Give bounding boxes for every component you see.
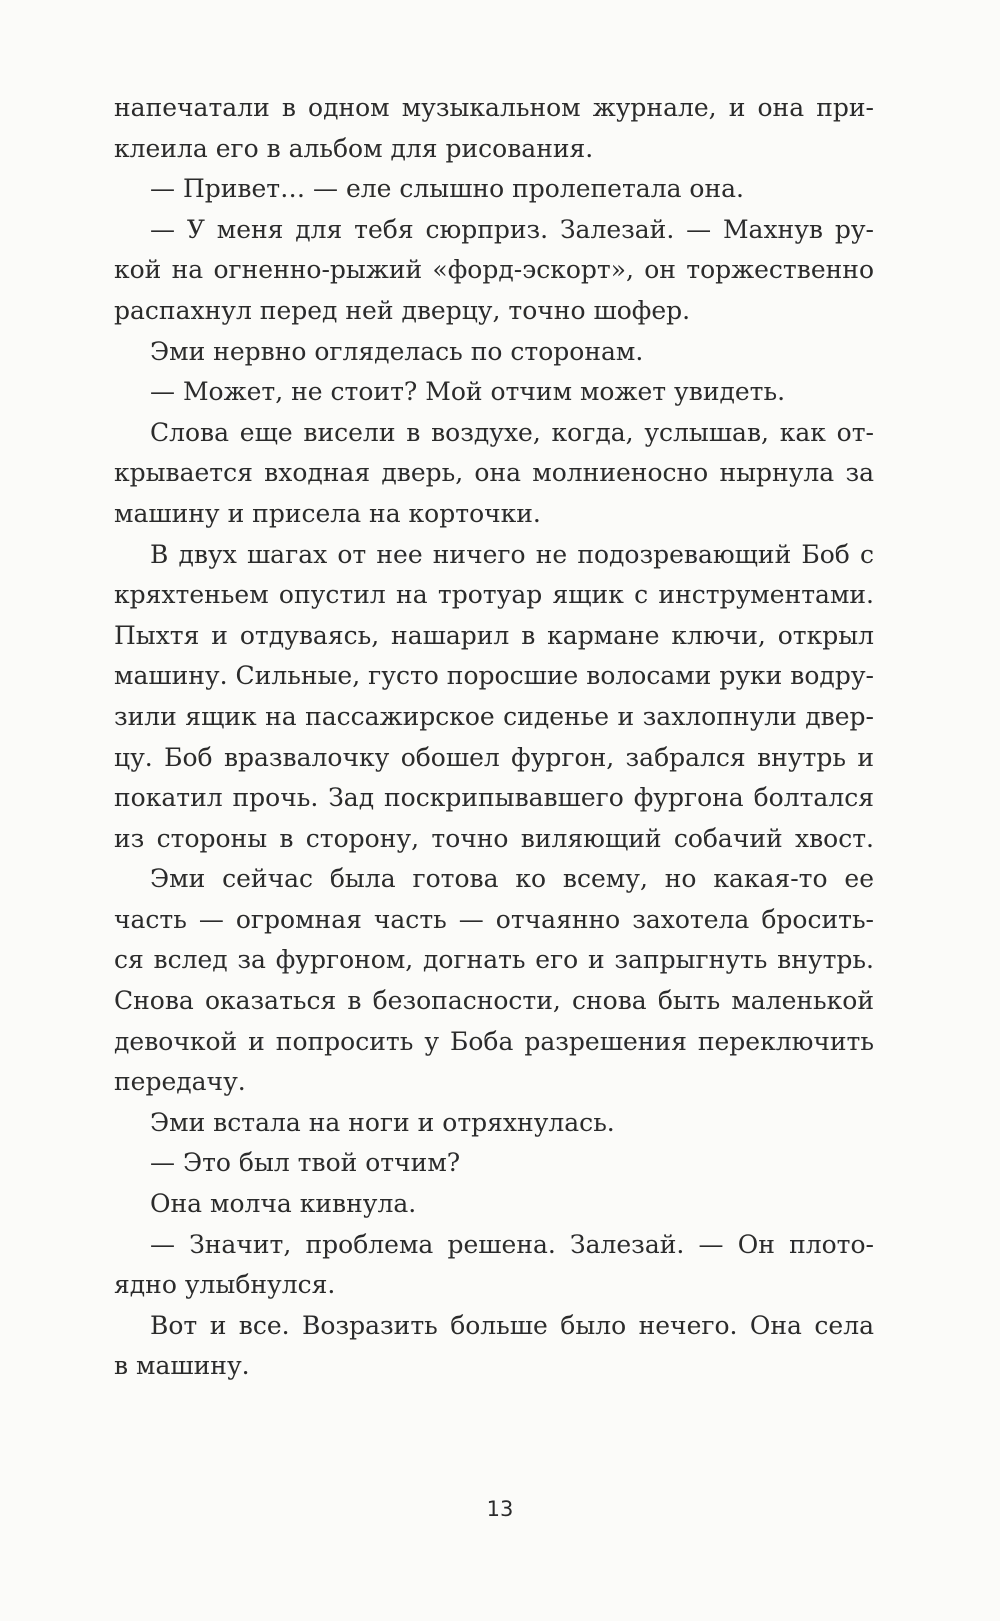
text-line: ся вслед за фургоном, догнать его и запрыгнуть внутрь. — [114, 945, 874, 975]
text-line: в машину. — [114, 1351, 250, 1381]
text-line: цу. Боб вразвалочку обошел фургон, забрался внутрь и — [114, 742, 874, 772]
text-line: — Это был твой отчим? — [150, 1148, 461, 1178]
text-line: кой на огненно-рыжий «форд-эскорт», он торжественно — [114, 255, 874, 285]
text-line: девочкой и попросить у Боба разрешения переключить — [114, 1026, 874, 1056]
text-line: — Может, не стоит? Мой отчим может увидеть. — [150, 377, 786, 407]
text-line: Эми сейчас была готова ко всему, но какая-то ее — [150, 864, 874, 894]
body-text — [114, 88, 874, 1387]
text-line: кряхтеньем опустил на тротуар ящик с инструментами. — [114, 580, 874, 610]
text-line: напечатали в одном музыкальном журнале, и она при- — [114, 93, 874, 122]
text-line: — Привет… — еле слышно пролепетала она. — [150, 174, 744, 204]
text-line: покатил прочь. Зад поскрипывавшего фургона болтался — [114, 783, 874, 813]
text-line: Пыхтя и отдуваясь, нашарил в кармане ключи, открыл — [114, 620, 874, 650]
text-line: распахнул перед ней дверцу, точно шофер. — [114, 295, 691, 325]
text-line: — У меня для тебя сюрприз. Залезай. — Махнув ру- — [150, 214, 874, 244]
text-line: Эми нервно огляделась по сторонам. — [150, 336, 644, 366]
text-line: передачу. — [114, 1067, 246, 1097]
text-line: крывается входная дверь, она молниеносно нырнула за — [114, 458, 874, 488]
text-line: Эми встала на ноги и отряхнулась. — [150, 1107, 615, 1137]
text-line: — Значит, проблема решена. Залезай. — Он плото- — [150, 1229, 874, 1259]
text-line: из стороны в сторону, точно виляющий собачий хвост. — [114, 823, 874, 853]
text-line: Слова еще висели в воздухе, когда, услышав, как от- — [150, 417, 874, 447]
text-line: Она молча кивнула. — [150, 1189, 417, 1219]
text-line: зили ящик на пассажирское сиденье и захлопнули двер- — [114, 701, 874, 731]
text-line: В двух шагах от нее ничего не подозревающий Боб с — [150, 539, 874, 569]
text-line: машину и присела на корточки. — [114, 498, 541, 528]
page-number: 13 — [486, 1497, 514, 1521]
text-line: машину. Сильные, густо поросшие волосами руки водру- — [114, 661, 874, 691]
text-line: Снова оказаться в безопасности, снова быть маленькой — [114, 986, 874, 1016]
text-line: ядно улыбнулся. — [114, 1270, 336, 1300]
text-line: часть — огромная часть — отчаянно захотела бросить- — [114, 904, 874, 934]
text-line: клеила его в альбом для рисования. — [114, 133, 594, 163]
text-line: Вот и все. Возразить больше было нечего. Она села — [150, 1310, 874, 1340]
